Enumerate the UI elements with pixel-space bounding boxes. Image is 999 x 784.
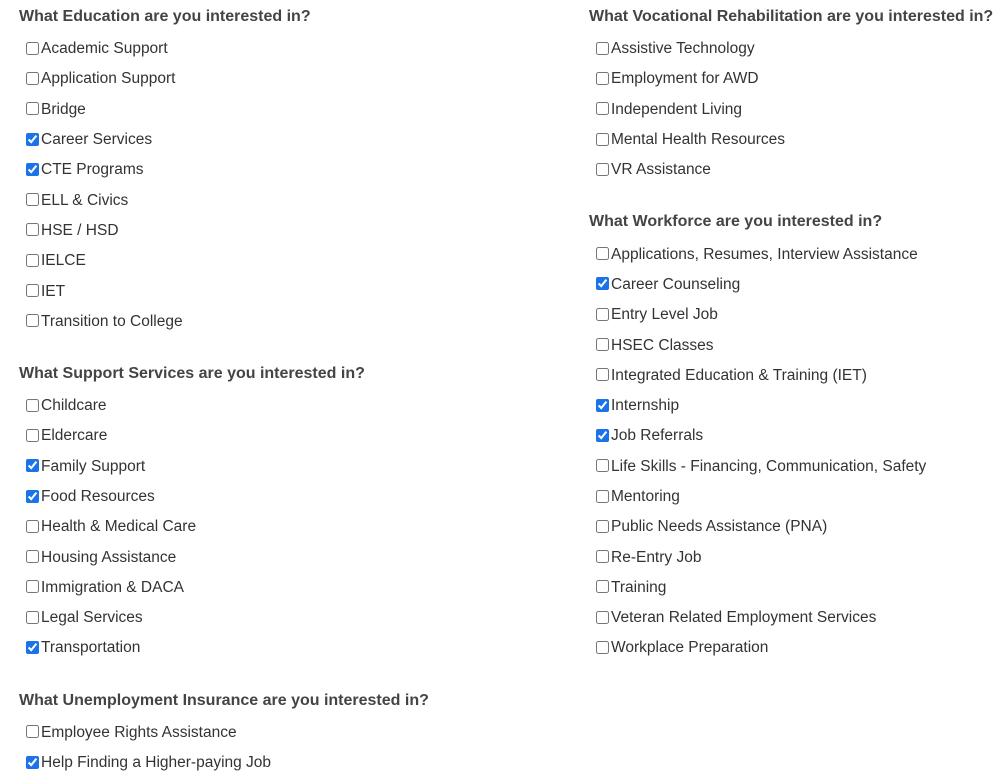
education-heading: What Education are you interested in? [19,8,311,25]
option-checkbox[interactable] [26,193,39,206]
option-checkbox[interactable] [596,520,609,533]
option-label: Help Finding a Higher-paying Job [41,754,272,772]
option-checkbox[interactable] [596,277,609,290]
option-label: Internship [611,397,680,415]
option-checkbox[interactable] [26,223,39,236]
unemployment-insurance-section [19,684,559,779]
option-checkbox[interactable] [26,284,39,297]
option-label: Life Skills - Financing, Communication, Safety [611,457,927,475]
vocational-rehabilitation-option[interactable] [589,125,994,155]
workforce-option[interactable] [589,300,994,330]
option-label: CTE Programs [41,161,144,179]
support-services-option[interactable] [19,603,559,633]
option-checkbox[interactable] [596,550,609,563]
workforce-options [589,239,994,663]
option-checkbox[interactable] [26,163,39,176]
option-checkbox[interactable] [26,520,39,533]
option-checkbox[interactable] [26,102,39,115]
workforce-option[interactable] [589,421,994,451]
education-option[interactable] [19,125,559,155]
option-checkbox[interactable] [26,254,39,267]
vocational-rehabilitation-option[interactable] [589,64,994,94]
education-section [19,0,559,337]
workforce-option[interactable] [589,542,994,572]
support-services-section [19,357,559,664]
workforce-option[interactable] [589,633,994,663]
left-column [19,0,559,784]
workforce-option[interactable] [589,239,994,269]
option-label: Training [611,578,667,596]
option-label: Independent Living [611,100,743,118]
option-label: VR Assistance [611,161,711,179]
option-checkbox[interactable] [596,641,609,654]
option-label: IET [41,282,66,300]
option-label: Applications, Resumes, Interview Assistance [611,245,918,263]
option-checkbox[interactable] [596,429,609,442]
option-label: Employment for AWD [611,70,759,88]
option-label: Application Support [41,70,176,88]
option-label: Legal Services [41,609,143,627]
option-checkbox[interactable] [26,314,39,327]
unemployment-insurance-option[interactable] [19,718,559,748]
option-checkbox[interactable] [596,247,609,260]
education-option[interactable] [19,185,559,215]
support-services-option[interactable] [19,542,559,572]
education-option[interactable] [19,95,559,125]
option-checkbox[interactable] [26,580,39,593]
support-services-options [19,391,559,664]
option-label: Childcare [41,397,107,415]
education-option[interactable] [19,64,559,94]
support-services-option[interactable] [19,391,559,421]
education-option[interactable] [19,34,559,64]
option-label: Workplace Preparation [611,639,769,657]
workforce-option[interactable] [589,452,994,482]
vocational-rehabilitation-options [589,34,994,185]
option-checkbox[interactable] [26,42,39,55]
unemployment-insurance-options [19,718,559,779]
workforce-option[interactable] [589,603,994,633]
education-option[interactable] [19,307,559,337]
option-label: Public Needs Assistance (PNA) [611,518,828,536]
option-checkbox[interactable] [26,459,39,472]
option-label: Transition to College [41,312,183,330]
section-spacer [19,670,559,684]
right-column [589,0,994,670]
vocational-rehabilitation-option[interactable] [589,155,994,185]
workforce-option[interactable] [589,391,994,421]
support-services-option[interactable] [19,482,559,512]
option-label: Employee Rights Assistance [41,723,237,741]
option-checkbox[interactable] [596,580,609,593]
workforce-option[interactable] [589,330,994,360]
option-label: Career Counseling [611,275,741,293]
option-label: ELL & Civics [41,191,129,209]
option-label: Assistive Technology [611,40,755,58]
option-label: Entry Level Job [611,306,718,324]
option-checkbox[interactable] [26,429,39,442]
option-label: Eldercare [41,427,108,445]
workforce-option[interactable] [589,512,994,542]
option-checkbox[interactable] [596,368,609,381]
vocational-rehabilitation-option[interactable] [589,95,994,125]
education-options [19,34,559,337]
education-option[interactable] [19,155,559,185]
option-label: Family Support [41,457,146,475]
option-label: Food Resources [41,488,155,505]
option-label: Mentoring [611,488,680,505]
section-spacer [19,343,559,357]
education-option[interactable] [19,216,559,246]
workforce-option[interactable] [589,270,994,300]
option-label: HSE / HSD [41,221,119,239]
support-services-option[interactable] [19,421,559,451]
option-label: Re-Entry Job [611,548,702,566]
option-label: Veteran Related Employment Services [611,609,877,627]
option-label: HSEC Classes [611,336,714,354]
option-checkbox[interactable] [26,725,39,738]
option-checkbox[interactable] [26,756,39,769]
option-label: Immigration & DACA [41,578,184,596]
option-label: Job Referrals [611,427,704,445]
vocational-rehabilitation-option[interactable] [589,34,994,64]
option-label: Career Services [41,131,153,149]
support-services-heading: What Support Services are you interested in? [19,364,365,382]
option-label: Health & Medical Care [41,518,197,536]
option-label: Housing Assistance [41,548,177,566]
section-spacer [589,191,994,205]
option-checkbox[interactable] [596,163,609,176]
workforce-option[interactable] [589,482,994,512]
option-checkbox[interactable] [26,550,39,563]
option-checkbox[interactable] [596,308,609,321]
unemployment-insurance-heading: What Unemployment Insurance are you interested in? [19,691,429,709]
option-label: Bridge [41,100,86,118]
workforce-heading: What Workforce are you interested in? [589,213,883,231]
option-label: Integrated Education & Training (IET) [611,366,867,384]
option-checkbox[interactable] [596,611,609,624]
support-services-option[interactable] [19,512,559,542]
option-checkbox[interactable] [596,490,609,503]
education-option[interactable] [19,276,559,306]
option-label: IELCE [41,252,86,270]
option-label: Academic Support [41,40,168,58]
option-checkbox[interactable] [596,42,609,55]
option-checkbox[interactable] [596,72,609,85]
workforce-section [589,205,994,663]
option-checkbox[interactable] [596,459,609,472]
option-checkbox[interactable] [26,490,39,503]
support-services-option[interactable] [19,633,559,663]
option-checkbox[interactable] [596,102,609,115]
option-checkbox[interactable] [596,133,609,146]
option-checkbox[interactable] [26,611,39,624]
option-checkbox[interactable] [26,72,39,85]
vocational-rehabilitation-section [589,0,994,185]
education-option[interactable] [19,246,559,276]
support-services-option[interactable] [19,573,559,603]
support-services-option[interactable] [19,452,559,482]
workforce-option[interactable] [589,361,994,391]
option-checkbox[interactable] [26,641,39,654]
workforce-option[interactable] [589,573,994,603]
option-checkbox[interactable] [596,399,609,412]
vocational-rehabilitation-heading: What Vocational Rehabilitation are you interested in? [589,8,994,25]
option-checkbox[interactable] [26,399,39,412]
option-label: Mental Health Resources [611,131,786,149]
option-label: Transportation [41,639,141,657]
unemployment-insurance-option[interactable] [19,748,559,778]
option-checkbox[interactable] [596,338,609,351]
option-checkbox[interactable] [26,133,39,146]
